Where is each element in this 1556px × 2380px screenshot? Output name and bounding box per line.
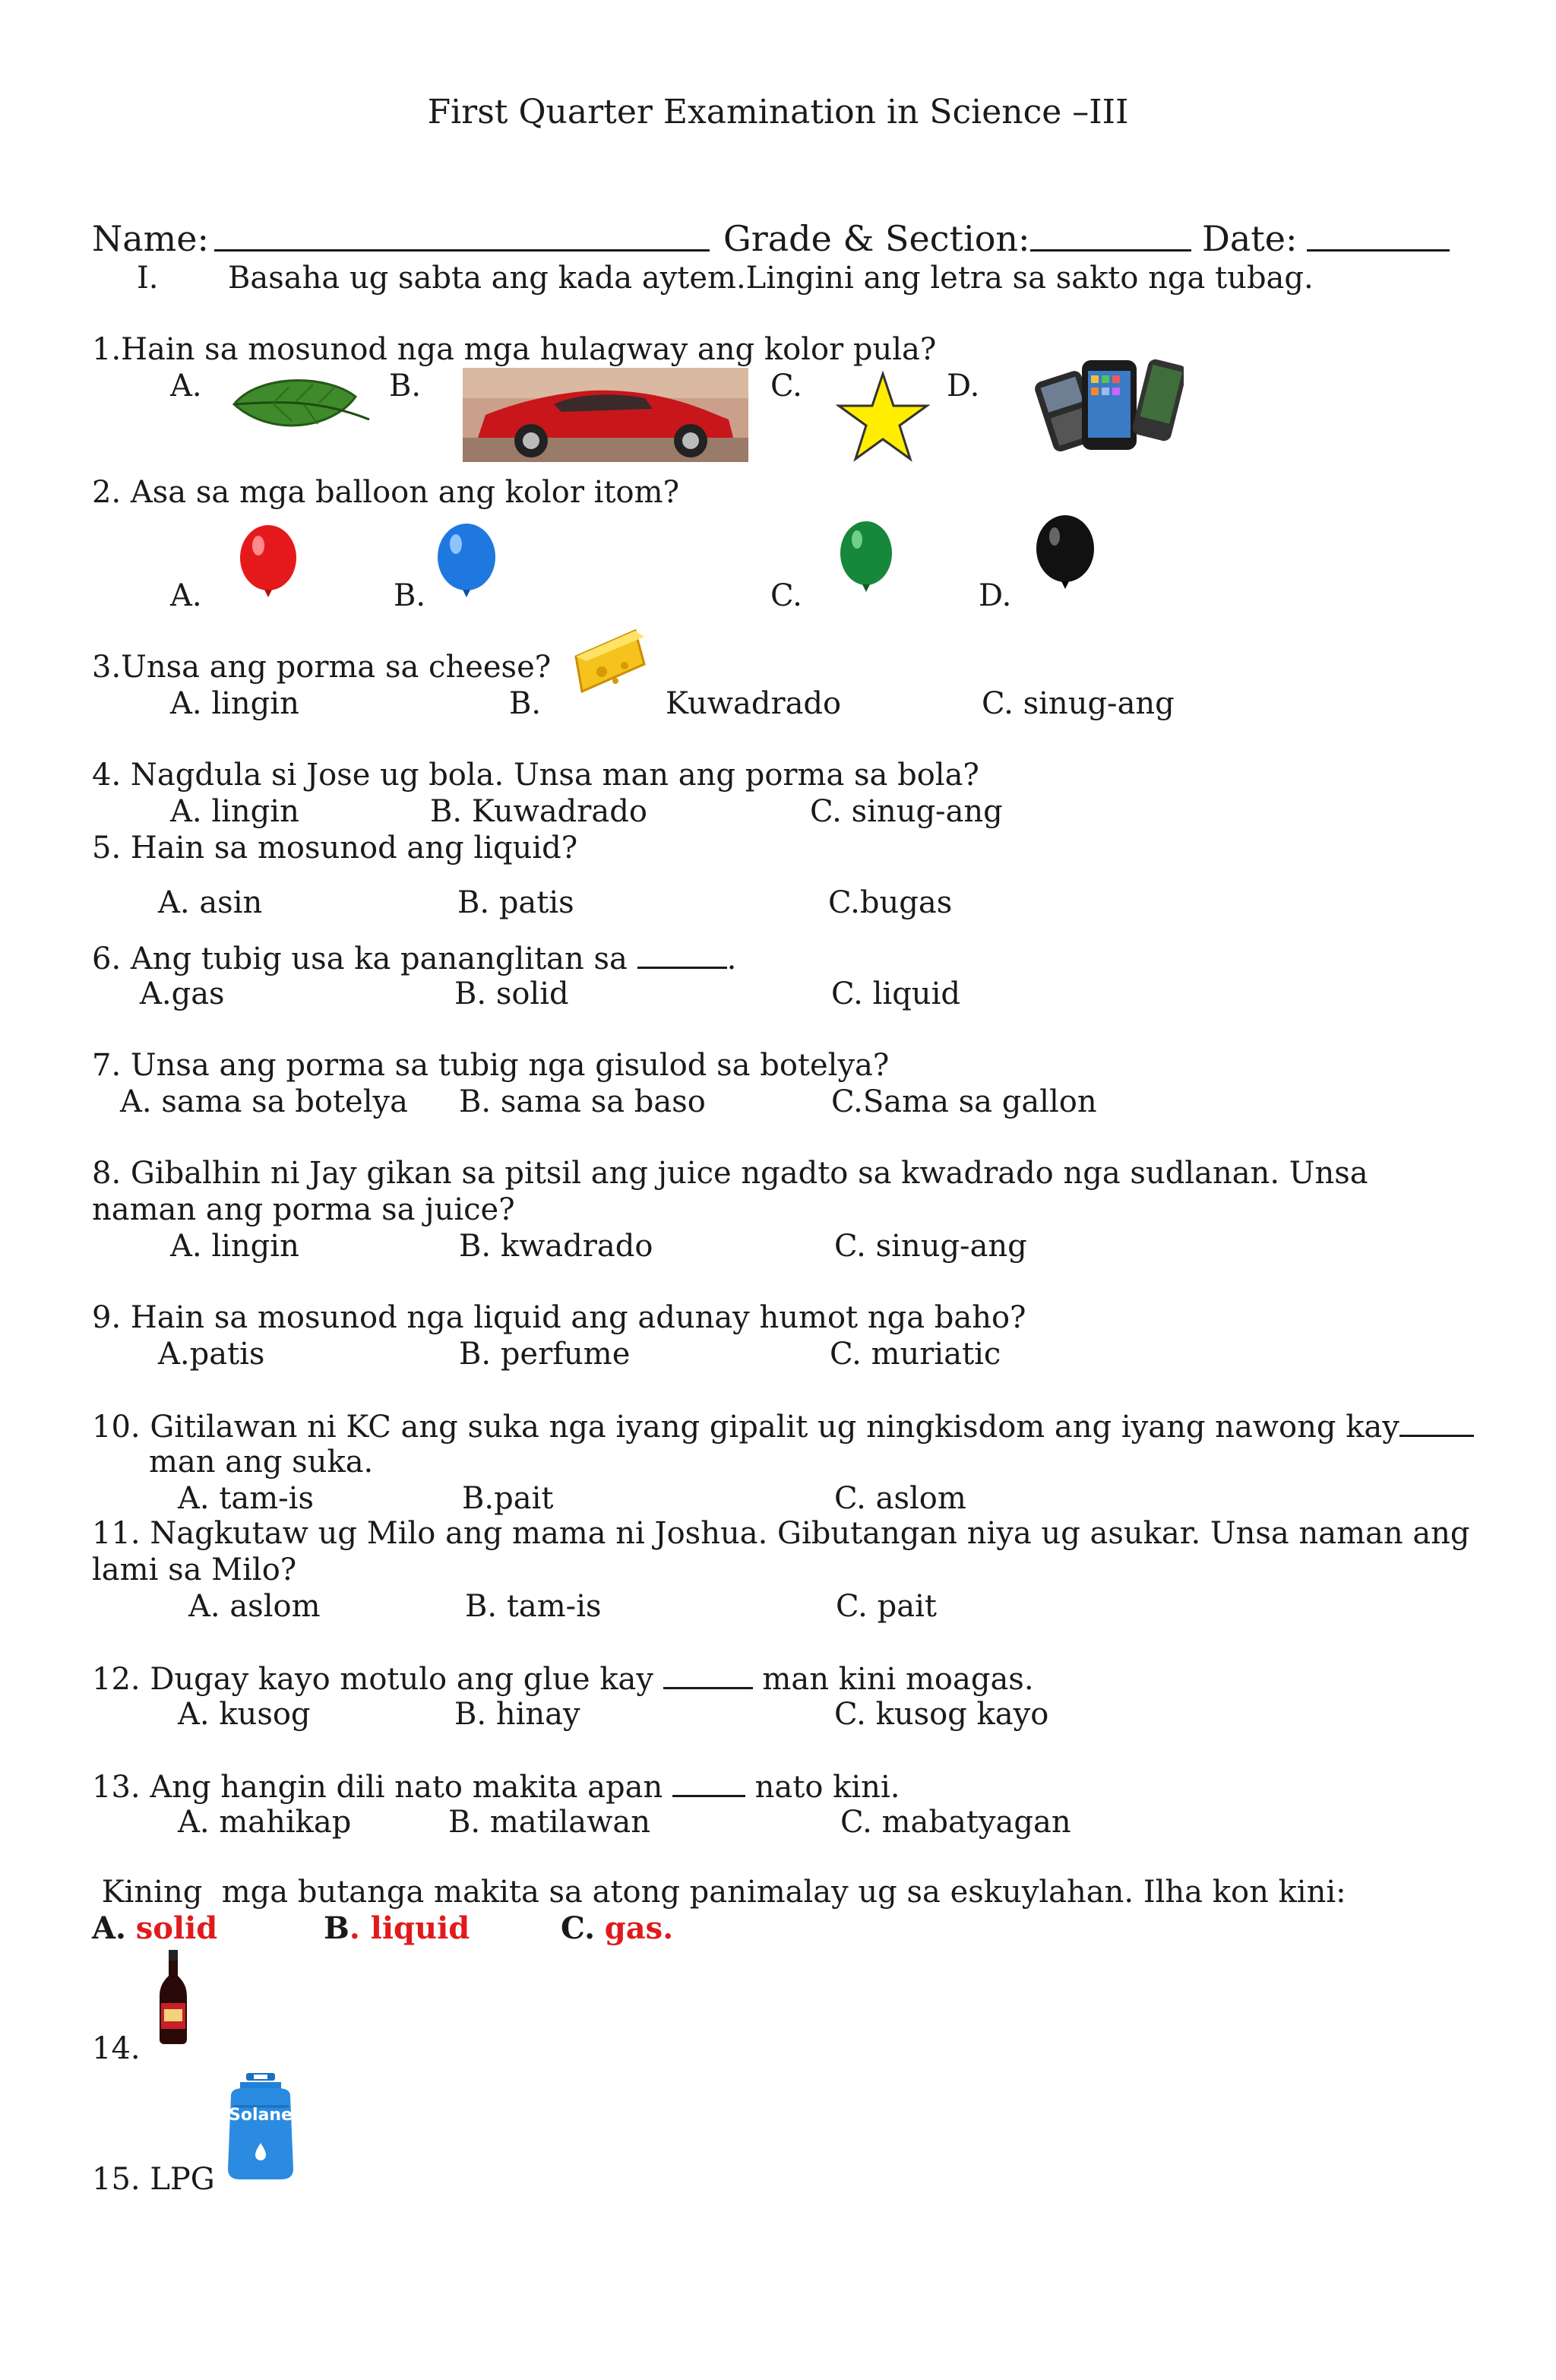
red-car-image xyxy=(463,368,748,462)
q7-choice-c[interactable]: C.Sama sa gallon xyxy=(831,1084,1097,1119)
q4-choice-c[interactable]: C. sinug-ang xyxy=(810,794,1003,829)
soy-sauce-bottle-icon xyxy=(158,1950,188,2044)
lpg-brand-label: Solane xyxy=(229,2106,293,2125)
q8-choice-c[interactable]: C. sinug-ang xyxy=(834,1229,1027,1264)
q5-choice-a[interactable]: A. asin xyxy=(158,885,263,920)
question-7: 7. Unsa ang porma sa tubig nga gisulod sa botelya? xyxy=(92,1048,890,1083)
question-5: 5. Hain sa mosunod ang liquid? xyxy=(92,831,578,866)
question-12: 12. Dugay kayo motulo ang glue kay man kini moagas. xyxy=(92,1660,1034,1698)
q12-choice-a[interactable]: A. kusog xyxy=(178,1697,311,1732)
question-8-line-1: 8. Gibalhin ni Jay gikan sa pitsil ang juice ngadto sa kwadrado nga sudlanan. Unsa xyxy=(92,1156,1368,1191)
q6-choice-c[interactable]: C. liquid xyxy=(831,976,960,1011)
cellphones-image xyxy=(1032,356,1184,451)
q3-choice-a[interactable]: A. lingin xyxy=(170,686,299,721)
q13-choice-c[interactable]: C. mabatyagan xyxy=(840,1805,1071,1840)
green-balloon-icon xyxy=(837,520,895,602)
q12-choice-b[interactable]: B. hinay xyxy=(454,1697,580,1732)
q7-choice-b[interactable]: B. sama sa baso xyxy=(459,1084,706,1119)
answer-key-a: A. solid xyxy=(92,1910,218,1946)
question-6: 6. Ang tubig usa ka pananglitan sa . xyxy=(92,939,736,977)
q11-choice-b[interactable]: B. tam-is xyxy=(465,1589,602,1624)
instruction-number: I. xyxy=(137,261,159,296)
item-15-label: 15. LPG xyxy=(92,2162,215,2197)
q2-choice-c[interactable]: C. xyxy=(770,578,802,613)
question-2: 2. Asa sa mga balloon ang kolor itom? xyxy=(92,475,680,510)
answer-key-c: C. gas. xyxy=(561,1910,674,1946)
q9-choice-c[interactable]: C. muriatic xyxy=(830,1337,1001,1372)
name-field[interactable] xyxy=(214,249,710,252)
question-10-line-1: 10. Gitilawan ni KC ang suka nga iyang gipalit ug ningkisdom ang iyang nawong kay xyxy=(92,1407,1474,1445)
red-balloon-icon xyxy=(237,524,299,606)
question-11-line-2: lami sa Milo? xyxy=(92,1552,297,1587)
instruction-text: Basaha ug sabta ang kada aytem.Lingini ang letra sa sakto nga tubag. xyxy=(228,261,1314,296)
q10-choice-c[interactable]: C. aslom xyxy=(834,1481,966,1516)
q13-blank xyxy=(672,1768,745,1797)
question-10-line-2: man ang suka. xyxy=(149,1445,374,1480)
q8-choice-b[interactable]: B. kwadrado xyxy=(459,1229,653,1264)
q10-choice-a[interactable]: A. tam-is xyxy=(178,1481,315,1516)
q13-choice-a[interactable]: A. mahikap xyxy=(178,1805,352,1840)
q5-choice-b[interactable]: B. patis xyxy=(457,885,574,920)
q12-blank xyxy=(663,1660,753,1689)
answer-key-b: B. liquid xyxy=(324,1910,470,1946)
date-label: Date: xyxy=(1202,218,1298,259)
section-2-instruction: Kining mga butanga makita sa atong panimalay ug sa eskuylahan. Ilha kon kini: xyxy=(92,1875,1346,1910)
q9-choice-a[interactable]: A.patis xyxy=(158,1337,265,1372)
cheese-icon xyxy=(571,626,647,696)
q13-choice-b[interactable]: B. matilawan xyxy=(448,1805,650,1840)
grade-section-label: Grade & Section: xyxy=(723,218,1030,259)
question-13: 13. Ang hangin dili nato makita apan nato kini. xyxy=(92,1768,900,1806)
q11-choice-a[interactable]: A. aslom xyxy=(188,1589,321,1624)
q1-choice-c[interactable]: C. xyxy=(770,369,802,404)
leaf-icon xyxy=(228,374,372,439)
date-field[interactable] xyxy=(1307,249,1450,252)
question-3: 3.Unsa ang porma sa cheese? xyxy=(92,650,552,685)
q7-choice-a[interactable]: A. sama sa botelya xyxy=(120,1084,408,1119)
q4-choice-a[interactable]: A. lingin xyxy=(170,794,299,829)
q2-choice-b[interactable]: B. xyxy=(394,578,426,613)
q6-blank xyxy=(637,939,727,969)
question-4: 4. Nagdula si Jose ug bola. Unsa man ang porma sa bola? xyxy=(92,758,979,793)
q2-choice-a[interactable]: A. xyxy=(170,578,202,613)
q8-choice-a[interactable]: A. lingin xyxy=(170,1229,299,1264)
q3-choice-c[interactable]: C. sinug-ang xyxy=(982,686,1175,721)
q3-choice-b[interactable]: B. xyxy=(509,686,542,721)
q5-choice-c[interactable]: C.bugas xyxy=(828,885,953,920)
q3-choice-b-text: Kuwadrado xyxy=(666,686,842,721)
q4-choice-b[interactable]: B. Kuwadrado xyxy=(430,794,647,829)
page-title: First Quarter Examination in Science –III xyxy=(427,93,1129,131)
q9-choice-b[interactable]: B. perfume xyxy=(459,1337,631,1372)
q6-choice-b[interactable]: B. solid xyxy=(454,976,569,1011)
question-8-line-2: naman ang porma sa juice? xyxy=(92,1192,515,1227)
q6-choice-a[interactable]: A.gas xyxy=(140,976,225,1011)
q11-choice-c[interactable]: C. pait xyxy=(836,1589,937,1624)
black-balloon-icon xyxy=(1033,514,1097,599)
star-icon xyxy=(836,371,930,462)
q2-choice-d[interactable]: D. xyxy=(979,578,1012,613)
question-9: 9. Hain sa mosunod nga liquid ang adunay humot nga baho? xyxy=(92,1300,1026,1335)
q1-choice-d[interactable]: D. xyxy=(947,369,980,404)
q1-choice-a[interactable]: A. xyxy=(170,369,202,404)
q1-choice-b[interactable]: B. xyxy=(389,369,422,404)
name-label: Name: xyxy=(92,218,210,259)
question-11-line-1: 11. Nagkutaw ug Milo ang mama ni Joshua. Gibutangan niya ug asukar. Unsa naman ang xyxy=(92,1516,1470,1551)
question-1: 1.Hain sa mosunod nga mga hulagway ang kolor pula? xyxy=(92,332,937,367)
blue-balloon-icon xyxy=(435,523,498,606)
q12-choice-c[interactable]: C. kusog kayo xyxy=(834,1697,1049,1732)
item-14-label: 14. xyxy=(92,2031,141,2066)
q10-blank xyxy=(1399,1407,1474,1437)
grade-section-field[interactable] xyxy=(1030,249,1191,252)
q10-choice-b[interactable]: B.pait xyxy=(462,1481,554,1516)
